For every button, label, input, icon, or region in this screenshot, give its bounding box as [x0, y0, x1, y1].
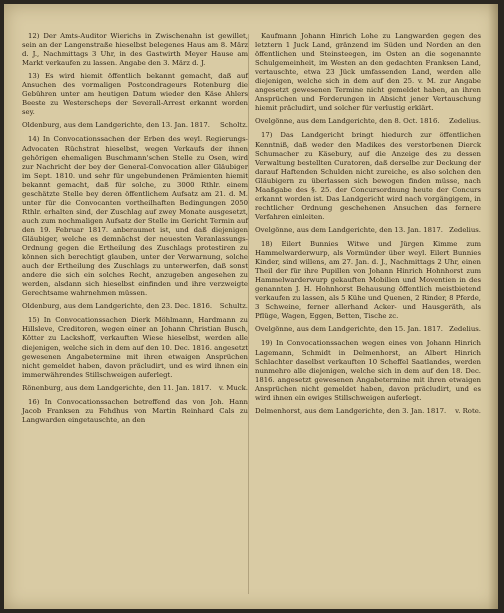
place-date: Ovelgönne, aus dem Landgerichte, den 15. Jan. 1817. [255, 325, 443, 334]
notice-signature-line [255, 117, 481, 126]
place-date: Delmenhorst, aus dem Landgerichte, den 3. Jan. 1817. [255, 406, 447, 415]
signatory: Zedelius. [449, 225, 481, 234]
signatory: v. Rote. [455, 406, 481, 415]
signatory: Scholtz. [220, 121, 248, 130]
notice-signature-line [255, 407, 481, 416]
place-date: Oldenburg, aus dem Landgerichte, den 13. Jan. 1817. [22, 121, 210, 130]
place-date: Oldenburg, aus dem Landgerichte, den 23. Dec. 1816. [22, 302, 213, 311]
notice-paragraph: Kaufmann Johann Hinrich Lohe zu Langwarden gegen des letztern 1 Juck Land, gränzend im Süden und Norden an den öffentlichen und Steinsteegen, im Osten an die sogenannte Schulgemeinheit, im Westen an den gedachten Franksen Land, vertauschte, etwa 23 Jück umfassenden Land, werden alle diejenigen, welche sich in dem auf den 25. v. M. zur Angabe angesetzt gewesenen Termine nicht gemeldet haben, an ihren Ansprüchen und Forderungen in Absicht jener Vertauschung hiemit präcludirt, und solcher für verlustig erklärt. [255, 32, 481, 113]
notice-paragraph: 12) Der Amts-Auditor Wierichs in Zwischenahn ist gewillet, sein an der Langenstraße hieselbst belegenes Haus am 8. März d. J., Nachmittags 3 Uhr, in des Gastwirth Meyer Hause am Markt verkaufen zu lassen. Angabe den 3. März d. J. [22, 32, 248, 68]
page-fold-shadow [488, 4, 498, 609]
signatory: Schultz. [219, 302, 248, 311]
place-date: Ovelgönne, aus dem Landgerichte, den 13. Jan. 1817. [255, 225, 443, 234]
notice-paragraph: 13) Es wird hiemit öffentlich bekannt gemacht, daß auf Ansuchen des vormaligen Postcondrageurs Rotenburg die Gebühren unter am heutigen Datum wieder den Käse Ahlers Beeste zu Westerscheps der Severall-Arrest erkannt worden sey. [22, 72, 248, 117]
place-date: Ovelgönne, aus dem Landgerichte, den 8. Oct. 1816. [255, 117, 440, 126]
notice-paragraph: 16) In Convocationssachen betreffend das von Joh. Hann Jacob Franksen zu Fehdhus von Martin Reinhard Cals zu Langwarden eingetauschte, an den [22, 397, 248, 424]
notice-signature-line [22, 302, 248, 311]
column-divider [248, 34, 249, 594]
notice-signature-line [22, 121, 248, 130]
notice-paragraph: 15) In Convocationssachen Dierk Möhlmann, Hardmann zu Hillsleve, Creditoren, wegen einer an Johann Christian Busch, Kötter zu Lackshoff, verkauften Wiese hieselbst, werden alle diejenigen, welche sich in dem auf den 10. Dec. 1816. angesetzt gewesenen Angabetermine mit ihren etwaigen Ansprüchen nicht gemeldet haben, davon präcludirt, und es wird ihnen ein immerwährendes Stillschweigen auferlegt. [22, 316, 248, 379]
left-column [22, 32, 248, 429]
notice-paragraph: 19) In Convocationssachen wegen eines von Johann Hinrich Lagemann, Schmidt in Delmenhorst, an Albert Hinrich Schlachter daselbst verkauften 10 Scheffel Saatlandes, werden nunmehro alle diejenigen, welche sich in dem auf den 18. Dec. 1816. angesetzt gewesenen Angabetermine mit ihren etwaigen Ansprüchen nicht gemeldet haben, davon präcludirt, und es wird ihnen ein ewiges Stillschweigen auferlegt. [255, 339, 481, 402]
newspaper-page [4, 4, 498, 609]
notice-signature-line [22, 384, 248, 393]
signatory: Zedelius. [449, 325, 481, 334]
notice-signature-line [255, 226, 481, 235]
notice-paragraph: 17) Das Landgericht bringt hiedurch zur öffentlichen Kenntniß, daß weder den Madikes des verstorbenen Dierck Schumacher zu Käsebury, auf die Anzeige des zu dessen Verwaltung bestellten Curatoren, daß derselbe zur Deckung der darauf Haftenden Schulden nicht zureiche, es also solchen den Gläubigern zu überlassen sich bewogen finden müsse, nach Maaßgabe des §. 25. der Concursordnung heute der Concurs erkannt worden ist. Das Landgericht wird nach vorgängigem, in rechtlicher Ordnung geschehenen Ansuchen das fernere Verfahren einleiten. [255, 131, 481, 221]
right-column [255, 32, 481, 421]
notice-paragraph: 18) Eilert Bunnies Witwe und Jürgen Kimme zum Hammelwarderwurp, als Vormünder über weyl. Eilert Bunnies Kinder, sind willens, am 27. Jan. d. J., Nachmittags 2 Uhr, einen Theil der für ihre Pupillen von Johann Hinrich Hohnhorst zum Hammelwarderwurp gekauften Mobilien und Moventien in des genannten J. H. Hohnhorst Behausung öffentlich meistbietend verkaufen zu lassen, als 5 Kühe und Quenen, 2 Rinder, 8 Pferde, 3 Schweine, ferner allerhand Acker- und Hausgeräth, als Pflüge, Wagen, Eggen, Betten, Tische zc. [255, 239, 481, 321]
notice-signature-line [255, 325, 481, 334]
place-date: Rönenburg, aus dem Landgerichte, den 11. Jan. 1817. [22, 383, 212, 392]
notice-paragraph: 14) In Convocationssachen der Erben des weyl. Regierungs-Advocaten Rüchstrat hieselbst, wegen Verkaufs der ihnen gehörigen ehemaligen Buschmann'schen Stelle zu Osen, wird zur Nachricht der bey der General-Convocation aller Gläubiger im Sept. 1810. und sehr für ungebundenen Prämienten hiemit bekannt gemacht, daß für solche, zu 3000 Rthlr. einem geschätzte Stelle bey deren öffentlichem Aufsatz am 21. d. M. unter für die Convocanten vortheilhaften Bedingungen 2050 Rthlr. erhalten sind, der Zuschlag auf zwey Monate ausgesetzt, auch zum nochmaligen Aufsatz der Stelle im Gericht Termin auf den 19. Februar 1817. anberaumet ist, und daß diejenigen Gläubiger, welche es demnächst der neuesten Veranlassungs-Ordnung gegen die Ertheilung des Zuschlags protestiren zu können sich berechtigt glauben, unter der Verwarnung, solche auch der Ertheilung des Zuschlags zu unterwerfen, daß sonst andere die sich ein solches Recht, anzugeben angesehen zu werden, alsdann sich hieselbst einfinden und ihre verzweigte Gerechtsame wahrnehmen müssen. [22, 135, 248, 298]
signatory: Zedelius. [449, 117, 481, 126]
signatory: v. Muck. [218, 383, 248, 392]
